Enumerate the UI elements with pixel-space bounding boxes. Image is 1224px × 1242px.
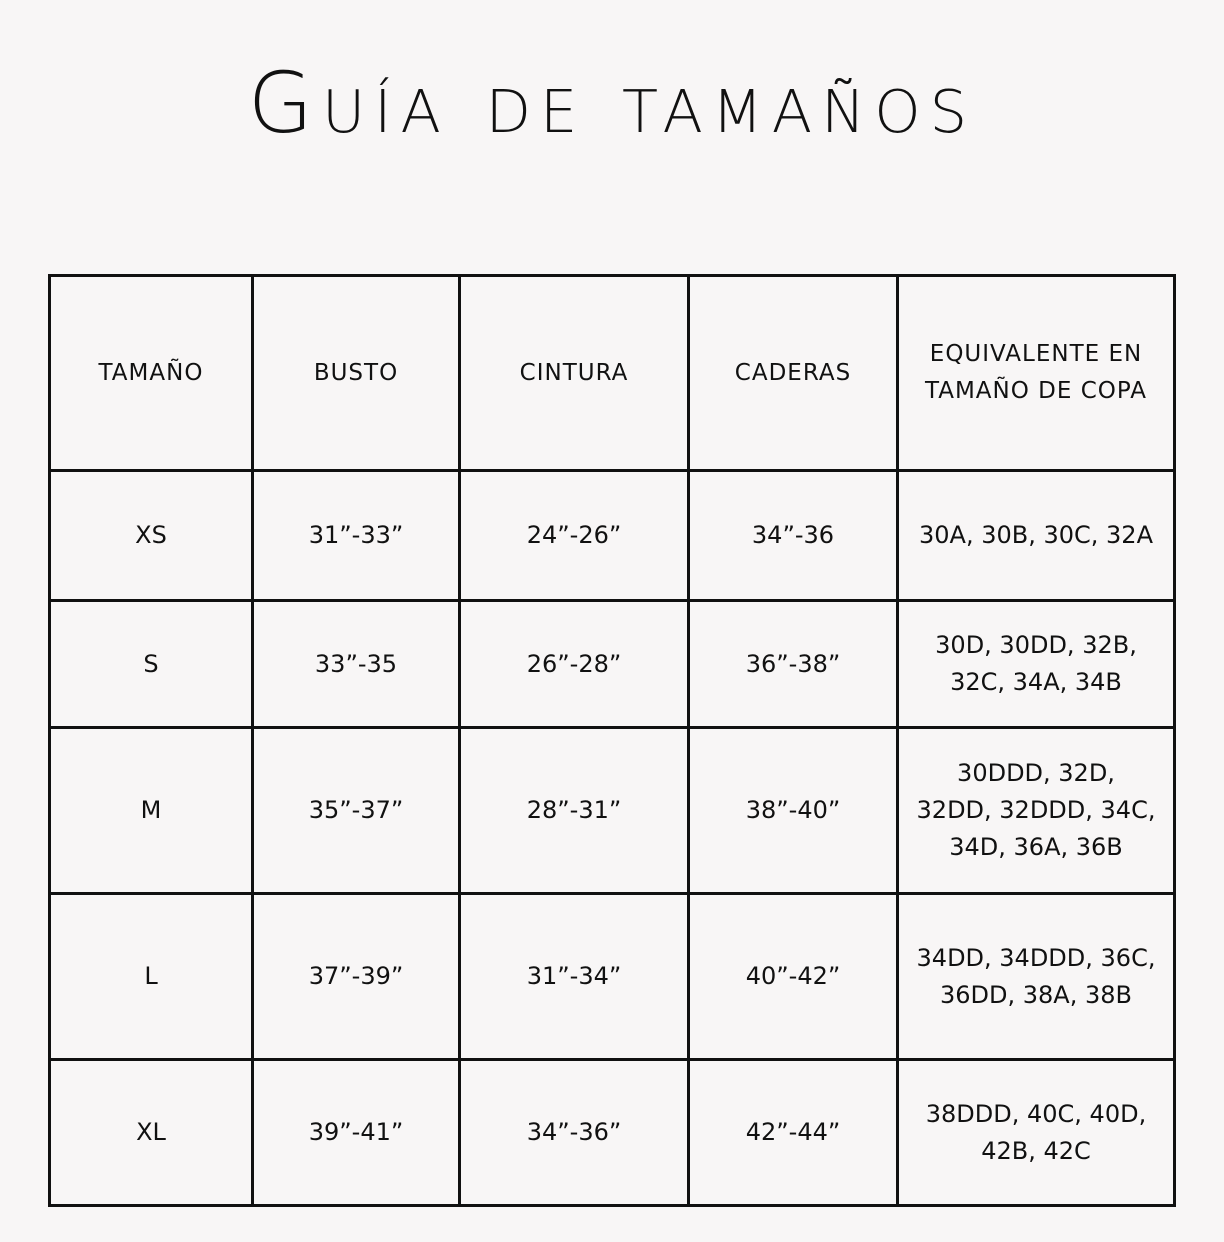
- waist-cell: 31”-34”: [460, 894, 689, 1060]
- cup-size-cell: 34DD, 34DDD, 36C, 36DD, 38A, 38B: [898, 894, 1175, 1060]
- header-cell-cup-size: EQUIVALENTE EN TAMAÑO DE COPA: [898, 276, 1175, 471]
- table-row: [50, 1060, 1175, 1206]
- cup-size-cell: 30A, 30B, 30C, 32A: [898, 471, 1175, 601]
- table-row: [50, 894, 1175, 1060]
- cup-size-cell: 30D, 30DD, 32B, 32C, 34A, 34B: [898, 601, 1175, 728]
- waist-cell: 34”-36”: [460, 1060, 689, 1206]
- size-guide-table: [48, 274, 1176, 1207]
- bust-cell: 35”-37”: [253, 728, 460, 894]
- header-cell-bust: BUSTO: [253, 276, 460, 471]
- bust-cell: 39”-41”: [253, 1060, 460, 1206]
- header-cell-waist: CINTURA: [460, 276, 689, 471]
- cup-size-cell: 30DDD, 32D, 32DD, 32DDD, 34C, 34D, 36A, 36B: [898, 728, 1175, 894]
- hips-cell: 36”-38”: [689, 601, 898, 728]
- hips-cell: 42”-44”: [689, 1060, 898, 1206]
- size-cell: XS: [50, 471, 253, 601]
- bust-cell: 33”-35: [253, 601, 460, 728]
- bust-cell: 31”-33”: [253, 471, 460, 601]
- waist-cell: 28”-31”: [460, 728, 689, 894]
- hips-cell: 40”-42”: [689, 894, 898, 1060]
- size-cell: S: [50, 601, 253, 728]
- table-header-row: [50, 276, 1175, 471]
- header-cell-size: TAMAÑO: [50, 276, 253, 471]
- size-cell: L: [50, 894, 253, 1060]
- size-cell: XL: [50, 1060, 253, 1206]
- header-cell-hips: CADERAS: [689, 276, 898, 471]
- table-row: [50, 601, 1175, 728]
- table-row: [50, 471, 1175, 601]
- bust-cell: 37”-39”: [253, 894, 460, 1060]
- waist-cell: 26”-28”: [460, 601, 689, 728]
- size-cell: M: [50, 728, 253, 894]
- hips-cell: 38”-40”: [689, 728, 898, 894]
- hips-cell: 34”-36: [689, 471, 898, 601]
- table-row: [50, 728, 1175, 894]
- waist-cell: 24”-26”: [460, 471, 689, 601]
- cup-size-cell: 38DDD, 40C, 40D, 42B, 42C: [898, 1060, 1175, 1206]
- page-title: Guía de tamaños: [247, 54, 977, 152]
